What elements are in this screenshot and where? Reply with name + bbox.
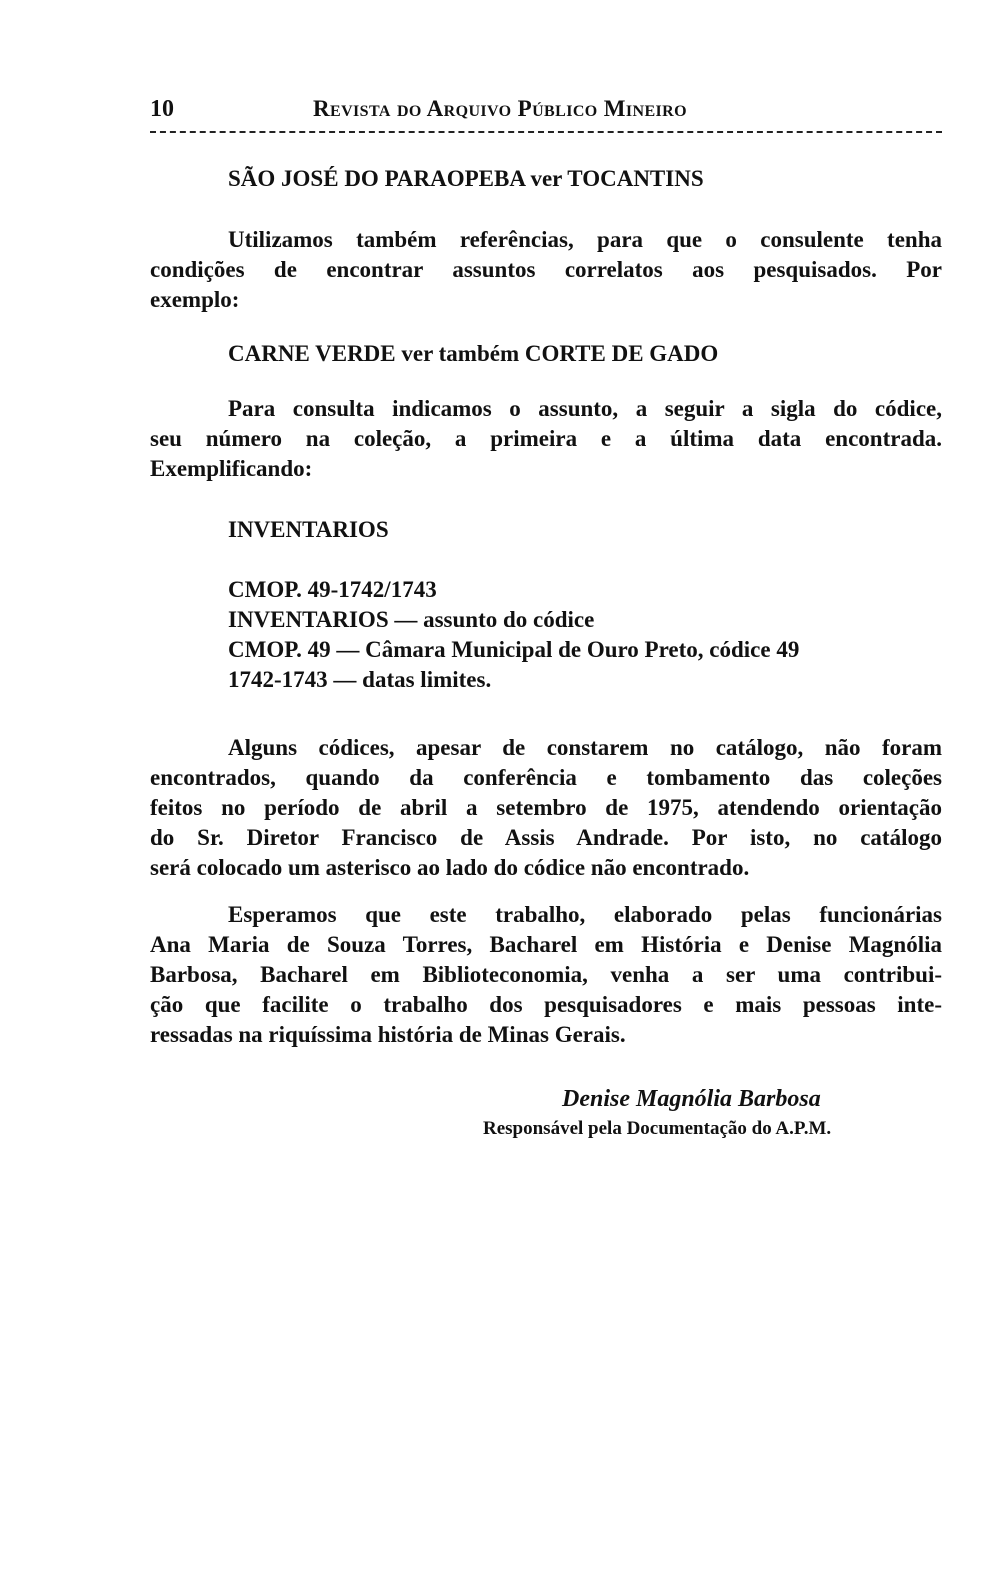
paragraph-line: condições de encontrar assuntos correlatos aos pesquisados. Por <box>150 257 942 282</box>
paragraph-line: Utilizamos também referências, para que o consulente tenha <box>228 227 942 252</box>
running-header <box>150 96 942 130</box>
paragraph-line: Ana Maria de Souza Torres, Bacharel em História e Denise Magnólia <box>150 932 942 957</box>
missing-codices-paragraph <box>150 733 942 883</box>
header-rule <box>150 131 942 133</box>
paragraph-line: seu número na coleção, a primeira e a última data encontrada. <box>150 426 942 451</box>
paragraph-line: feitos no período de abril a setembro de 1975, atendendo orientação <box>150 795 942 820</box>
paragraph-line: Esperamos que este trabalho, elaborado pelas funcionárias <box>228 902 942 927</box>
consultation-paragraph <box>150 394 942 484</box>
subject-heading: INVENTARIOS <box>228 517 389 542</box>
paragraph-line: encontrados, quando da conferência e tombamento das coleções <box>150 765 942 790</box>
paragraph-line: será colocado um asterisco ao lado do códice não encontrado. <box>150 855 750 880</box>
signature-name: Denise Magnólia Barbosa <box>562 1086 821 1112</box>
page-number: 10 <box>150 96 174 122</box>
paragraph-line: ção que facilite o trabalho dos pesquisadores e mais pessoas inte- <box>150 992 942 1017</box>
paragraph-line: ressadas na riquíssima história de Minas Gerais. <box>150 1022 626 1047</box>
example-line: 1742-1743 — datas limites. <box>228 667 492 692</box>
paragraph-line: Para consulta indicamos o assunto, a seguir a sigla do códice, <box>228 396 942 421</box>
references-paragraph <box>150 225 942 315</box>
example-line: INVENTARIOS — assunto do códice <box>228 607 595 632</box>
paragraph-line: do Sr. Diretor Francisco de Assis Andrade. Por isto, no catálogo <box>150 825 942 850</box>
cross-reference-entry: SÃO JOSÉ DO PARAOPEBA ver TOCANTINS <box>228 166 704 191</box>
paragraph-line: Barbosa, Bacharel em Biblioteconomia, venha a ser uma contribui- <box>150 962 942 987</box>
see-also-entry: CARNE VERDE ver também CORTE DE GADO <box>228 341 719 366</box>
example-line: CMOP. 49-1742/1743 <box>228 577 437 602</box>
journal-title: Revista do Arquivo Público Mineiro <box>313 96 687 121</box>
paragraph-line: Exemplificando: <box>150 456 313 481</box>
example-block <box>228 575 900 695</box>
closing-paragraph <box>150 900 942 1050</box>
signature-role: Responsável pela Documentação do A.P.M. <box>483 1118 832 1139</box>
paragraph-line: Alguns códices, apesar de constarem no catálogo, não foram <box>228 735 942 760</box>
example-line: CMOP. 49 — Câmara Municipal de Ouro Preto, códice 49 <box>228 637 800 662</box>
paragraph-line: exemplo: <box>150 287 240 312</box>
